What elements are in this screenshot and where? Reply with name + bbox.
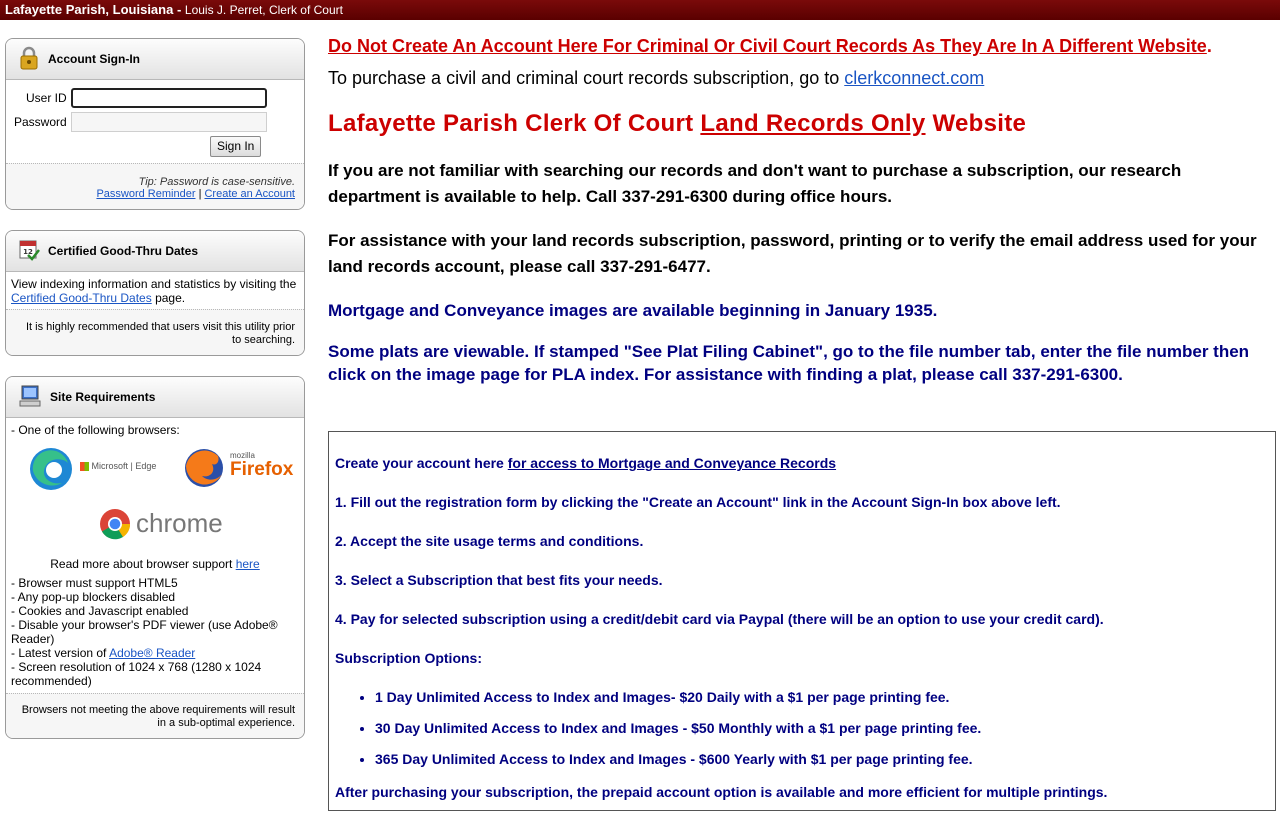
step-item: 1. Fill out the registration form by clicking the "Create an Account" link in the Account Sign-In box above left. [335, 494, 1061, 510]
signin-header [6, 39, 304, 80]
link-separator: | [198, 188, 202, 200]
svg-text:12: 12 [23, 247, 33, 256]
site-requirements-box [5, 376, 305, 739]
goodthru-link[interactable]: Certified Good-Thru Dates [11, 291, 152, 305]
edge-logo[interactable] [28, 446, 74, 495]
edge-icon [28, 446, 74, 492]
calendar-check-icon [18, 238, 48, 265]
signin-links [6, 188, 295, 200]
clerkconnect-link[interactable]: clerkconnect.com [844, 68, 985, 88]
firefox-logo[interactable] [182, 446, 226, 493]
computer-icon [18, 384, 50, 411]
main-content [328, 36, 1276, 386]
plats-paragraph: Some plats are viewable. If stamped "See Plat Filing Cabinet", go to the file number tab, enter the file number then click on the image page for PLA index. For assistance with finding a plat, please call 337-291-6300. [328, 342, 1250, 384]
step-item: 3. Select a Subscription that best fits your needs. [335, 572, 663, 588]
requirement-item: - Any pop-up blockers disabled [11, 590, 176, 604]
create-account-line [335, 455, 1269, 494]
requirement-item: - Disable your browser's PDF viewer (use Adobe® Reader) [11, 618, 278, 646]
registration-box [328, 431, 1276, 811]
create-account-link[interactable]: Create an Account [204, 188, 295, 200]
signin-title: Account Sign-In [48, 52, 140, 66]
chrome-logo[interactable] [99, 508, 131, 543]
firefox-icon [182, 446, 226, 490]
adobe-reader-link[interactable]: Adobe® Reader [109, 646, 196, 660]
create-account-records-link[interactable]: for access to Mortgage and Conveyance Records [507, 455, 837, 471]
userid-label: User ID [26, 91, 67, 105]
subscription-option: • 1 Day Unlimited Access to Index and Images- $20 Daily with a $1 per page printing fee. [375, 689, 1269, 720]
requirement-item [11, 646, 303, 660]
account-signin-box [5, 38, 305, 210]
goodthru-text-after: page. [155, 291, 186, 305]
chrome-label: chrome [136, 508, 223, 538]
research-paragraph: If you are not familiar with searching our records and don't want to purchase a subscription, our research department is available to help. Call 337-291-6300 during office hours. [328, 161, 1182, 206]
firefox-small-text: mozilla [230, 451, 255, 460]
goodthru-header [6, 231, 304, 272]
purchase-line [328, 68, 1276, 89]
edge-label-text: Microsoft | Edge [91, 461, 157, 471]
password-label: Password [14, 115, 67, 129]
page-title [328, 110, 1276, 138]
assistance-paragraph: For assistance with your land records subscription, password, printing or to verify the email address used for your land records account, please call 337-291-6477. [328, 231, 1257, 276]
subscription-options-title: Subscription Options: [335, 650, 482, 666]
clerk-name: Louis J. Perret, Clerk of Court [184, 3, 343, 17]
goodthru-box [5, 230, 305, 356]
password-input[interactable] [71, 112, 267, 132]
title-end: Website [932, 110, 1027, 137]
goodthru-note: It is highly recommended that users visit this utility prior to searching. [6, 309, 304, 356]
requirement-item: - Screen resolution of 1024 x 768 (1280 x 1024 recommended) [11, 660, 262, 688]
edge-label [80, 461, 156, 471]
requirements-note: Browsers not meeting the above requirements will result in a sub-optimal experience. [6, 693, 304, 739]
criminal-civil-warning [328, 36, 1276, 57]
warning-period: . [1206, 36, 1212, 56]
after-purchase-text: After purchasing your subscription, the prepaid account option is available and more efficient for multiple printings. [335, 784, 1108, 800]
firefox-label-text: Firefox [230, 459, 294, 480]
signin-footer [6, 163, 304, 210]
password-reminder-link[interactable]: Password Reminder [96, 188, 196, 200]
requirement-item: - Cookies and Javascript enabled [11, 604, 189, 618]
firefox-label [230, 449, 294, 480]
subscription-option: • 30 Day Unlimited Access to Index and Images - $50 Monthly with a $1 per page printing fee. [375, 720, 1269, 751]
browser-support-link[interactable]: here [235, 557, 260, 571]
step-item: 4. Pay for selected subscription using a credit/debit card via Paypal (there will be an option to use your credit card). [335, 611, 1104, 627]
title-start: Lafayette Parish Clerk Of Court [328, 110, 694, 137]
lock-icon [18, 46, 48, 73]
goodthru-text-before: View indexing information and statistics by visiting the [11, 277, 297, 291]
create-account-text: Create your account here [335, 455, 504, 471]
top-bar [0, 0, 1280, 20]
browsers-intro: - One of the following browsers: [11, 423, 180, 437]
purchase-text: To purchase a civil and criminal court records subscription, go to [328, 68, 840, 88]
requirement-item: - Browser must support HTML5 [11, 576, 178, 590]
parish-title: Lafayette Parish, Louisiana - [5, 2, 182, 17]
warning-text: Do Not Create An Account Here For Criminal Or Civil Court Records As They Are In A Different Website [328, 36, 1207, 56]
userid-input[interactable] [71, 88, 267, 108]
goodthru-title: Certified Good-Thru Dates [48, 244, 199, 258]
title-underlined: Land Records Only [700, 110, 926, 137]
microsoft-squares-icon [80, 462, 89, 471]
latest-version-text: - Latest version of [11, 646, 107, 660]
requirements-list [11, 576, 303, 688]
signin-button[interactable]: Sign In [210, 136, 261, 157]
subscription-options-list [335, 689, 1269, 782]
read-more-text: Read more about browser support [50, 557, 233, 571]
requirements-title: Site Requirements [50, 390, 156, 404]
browser-support-text [6, 557, 304, 571]
chrome-icon [99, 508, 131, 540]
step-item: 2. Accept the site usage terms and conditions. [335, 533, 644, 549]
requirements-header [6, 377, 304, 418]
password-tip: Tip: Password is case-sensitive. [138, 176, 295, 188]
subscription-option: • 365 Day Unlimited Access to Index and Images - $600 Yearly with $1 per page printing fee. [375, 751, 1269, 782]
goodthru-text [6, 272, 304, 305]
images-paragraph: Mortgage and Conveyance images are available beginning in January 1935. [328, 301, 938, 320]
